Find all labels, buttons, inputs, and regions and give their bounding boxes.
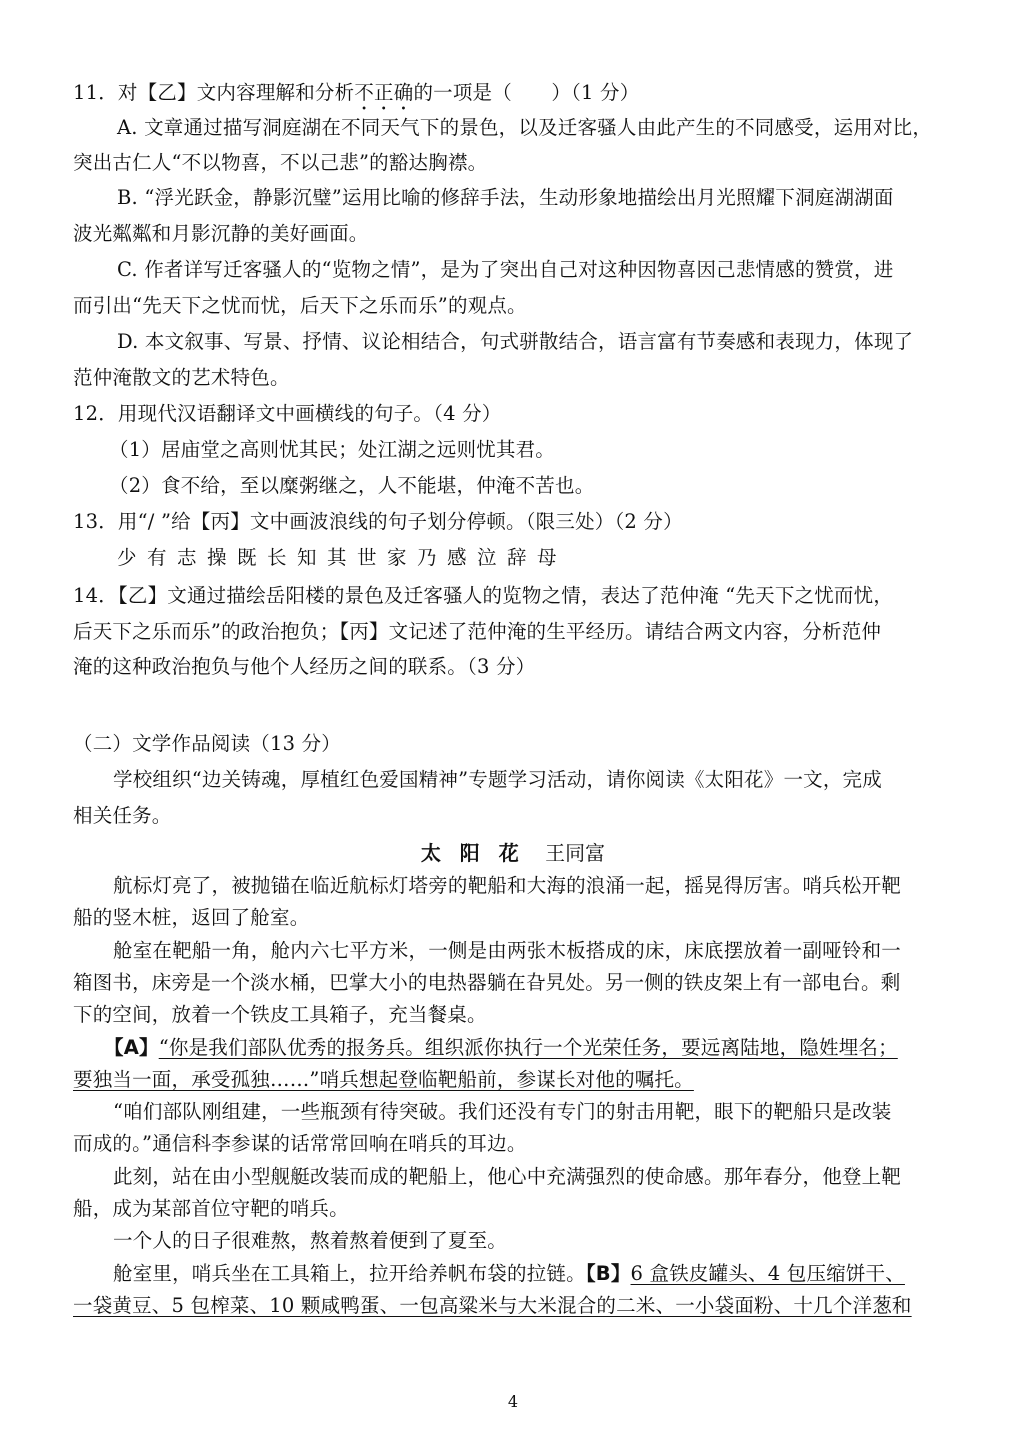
- story-p1-line1: 航标灯亮了，被抛锚在临近航标灯塔旁的靶船和大海的浪涌一起，摇晃得厉害。哨兵松开靶: [113, 874, 902, 897]
- q14-line2: 后天下之乐而乐”的政治抱负；【丙】文记述了范仲淹的生平经历。请结合两文内容，分析范仲: [73, 620, 882, 643]
- q14-line3: 淹的这种政治抱负与他个人经历之间的联系。（3 分）: [73, 655, 536, 678]
- story-p2-line2: 箱图书，床旁是一个淡水桶，巴掌大小的电热器躺在旮旯处。另一侧的铁皮架上有一部电台。剩: [73, 971, 901, 994]
- story-p1-line2: 船的竖木桩，返回了舱室。: [73, 906, 310, 929]
- story-title: 太 阳 花: [420, 841, 525, 865]
- underlined-passage-b-2: 一袋黄豆、5 包榨菜、10 颗咸鸭蛋、一包高粱米与大米混合的二米、一小袋面粉、十几个洋葱和: [73, 1294, 912, 1317]
- story-title-line: [0, 841, 1026, 865]
- story-p4-line1: “咱们部队刚组建，一些瓶颈有待突破。我们还没有专门的射击用靶，眼下的靶船只是改装: [113, 1100, 892, 1123]
- q11-suffix: 的一项是（ ）（1 分）: [413, 81, 640, 104]
- story-p4-line2: 而成的。”通信科李参谋的话常常回响在哨兵的耳边。: [73, 1132, 527, 1155]
- q12-sentence-2: （2）食不给，至以糜粥继之，人不能堪，仲淹不苦也。: [109, 474, 595, 497]
- story-p7-line1: [113, 1262, 955, 1286]
- q11-option-d-line1: D. 本文叙事、写景、抒情、议论相结合，句式骈散结合，语言富有节奏感和表现力，体现了: [117, 330, 914, 353]
- q11-option-b-line2: 波光粼粼和月影沉静的美好画面。: [73, 222, 369, 245]
- q11-emphasis: 不正确: [354, 81, 414, 104]
- underlined-passage-a-1: “你是我们部队优秀的报务兵。组织派你执行一个光荣任务，要远离陆地，隐姓埋名；: [158, 1036, 898, 1059]
- q11-option-c-line1: C. 作者详写迁客骚人的“览物之情”，是为了突出自己对这种因物喜因己悲情感的赞赏，进: [117, 258, 894, 281]
- q11-option-d-line2: 范仲淹散文的艺术特色。: [73, 366, 290, 389]
- story-p2-line1: 舱室在靶船一角，舱内六七平方米，一侧是由两张木板搭成的床，床底摆放着一副哑铃和一: [113, 939, 902, 962]
- story-p6: 一个人的日子很难熬，熬着熬着便到了夏至。: [113, 1229, 508, 1252]
- story-pA-line2: [73, 1068, 955, 1092]
- underlined-passage-b-1: 6 盒铁皮罐头、4 包压缩饼干、: [630, 1262, 905, 1285]
- q12-stem: 12．用现代汉语翻译文中画横线的句子。（4 分）: [73, 402, 502, 425]
- marker-b: 【B】: [585, 1262, 631, 1285]
- story-p7-prefix: 舱室里，哨兵坐在工具箱上，拉开给养帆布袋的拉链。: [113, 1262, 586, 1285]
- story-author: 王同富: [545, 841, 606, 865]
- q11-option-a-line2: 突出古仁人“不以物喜，不以己悲”的豁达胸襟。: [73, 151, 488, 174]
- q11-prefix: 11．对【乙】文内容理解和分析: [73, 81, 355, 104]
- section2-heading: （二）文学作品阅读（13 分）: [73, 732, 342, 755]
- underlined-passage-a-2: 要独当一面，承受孤独……”哨兵想起登临靶船前，参谋长对他的嘱托。: [73, 1068, 694, 1091]
- page-number: 4: [507, 1392, 519, 1411]
- story-p5-line2: 船，成为某部首位守靶的哨兵。: [73, 1197, 349, 1220]
- story-p7-line2: [73, 1294, 955, 1318]
- q14-line1: 14．【乙】文通过描绘岳阳楼的景色及迁客骚人的览物之情，表达了范仲淹 “先天下之忧而忧，: [73, 584, 894, 607]
- q11-option-b-line1: B. “浮光跃金，静影沉璧”运用比喻的修辞手法，生动形象地描绘出月光照耀下洞庭湖湖面: [117, 186, 894, 209]
- q13-stem: 13．用“/ ”给【丙】文中画波浪线的句子划分停顿。（限三处）（2 分）: [73, 510, 683, 533]
- section2-intro-line2: 相关任务。: [73, 804, 172, 827]
- q11-option-c-line2: 而引出“先天下之忧而忧，后天下之乐而乐”的观点。: [73, 294, 527, 317]
- q11-stem: [73, 81, 955, 115]
- marker-a: 【A】: [104, 1036, 159, 1059]
- story-p2-line3: 下的空间，放着一个铁皮工具箱子，充当餐桌。: [73, 1003, 487, 1026]
- story-pA-line1: [104, 1036, 986, 1060]
- q13-wavy-sentence: 少有志操既长知其世家乃感泣辞母: [117, 546, 568, 569]
- section2-intro-line1: 学校组织“边关铸魂，厚植红色爱国精神”专题学习活动，请你阅读《太阳花》一文，完成: [113, 768, 882, 791]
- q11-option-a-line1: A. 文章通过描写洞庭湖在不同天气下的景色，以及迁客骚人由此产生的不同感受，运用对比，: [117, 116, 933, 139]
- story-p5-line1: 此刻，站在由小型舰艇改装而成的靶船上，他心中充满强烈的使命感。那年春分，他登上靶: [113, 1165, 902, 1188]
- q12-sentence-1: （1）居庙堂之高则忧其民；处江湖之远则忧其君。: [109, 438, 556, 461]
